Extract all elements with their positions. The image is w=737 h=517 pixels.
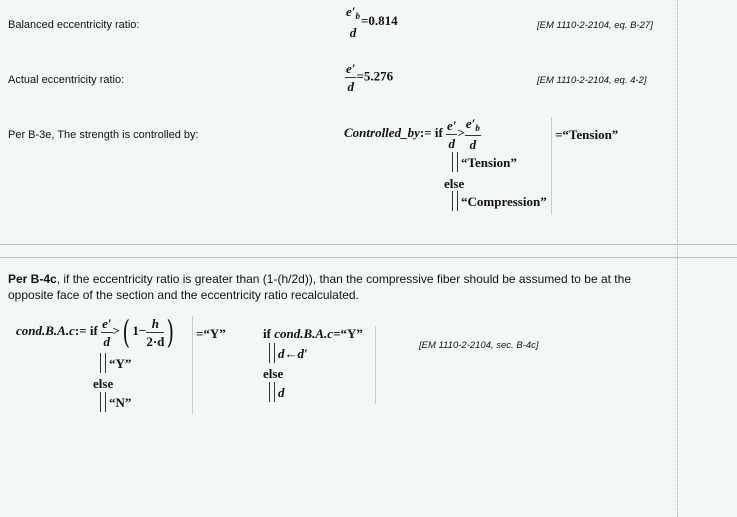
- numerator: e′: [346, 61, 356, 76]
- cond-value: “Y”: [340, 326, 363, 341]
- cond-variable: cond.B.A.c: [16, 322, 75, 338]
- if-keyword: if: [263, 326, 271, 341]
- controlled-by-region[interactable]: [344, 117, 644, 217]
- denominator: d: [349, 25, 357, 40]
- else-keyword: else: [263, 366, 284, 381]
- greater-than-operator: >: [112, 322, 120, 338]
- one: 1: [132, 322, 139, 338]
- program-right-bracket: [375, 326, 376, 404]
- right-paren: ): [166, 313, 175, 351]
- then-value: “Tension”: [461, 155, 517, 170]
- program-right-bracket: [551, 117, 552, 215]
- else-value: d: [278, 385, 285, 400]
- page-margin-line: [677, 0, 678, 517]
- balanced-ratio-reference: [EM 1110-2-2104, eq. B-27]: [537, 20, 653, 31]
- minus-operator: −: [138, 322, 147, 338]
- cond-result: “Y”: [203, 326, 226, 341]
- else-keyword: else: [93, 376, 114, 391]
- equals-sign: =: [360, 12, 369, 28]
- then-rhs: d′: [297, 346, 308, 361]
- actual-ratio-reference: [EM 1110-2-2104, eq. 4-2]: [537, 75, 647, 86]
- actual-ratio-region[interactable]: [345, 62, 393, 93]
- numerator: e′: [447, 117, 457, 133]
- then-branch-bar: [452, 152, 458, 172]
- b4c-bold-lead: Per B-4c: [8, 272, 57, 286]
- else-value: “N”: [109, 395, 132, 410]
- subscript: b: [475, 123, 480, 133]
- denominator: d: [448, 135, 456, 151]
- actual-ratio-label: Actual eccentricity ratio:: [8, 74, 125, 86]
- actual-ratio-value: 5.276: [363, 68, 394, 84]
- then-value: “Y”: [109, 356, 132, 371]
- assign-arrow: ←: [284, 346, 298, 361]
- assign-operator: :=: [74, 322, 87, 338]
- balanced-ratio-fraction: [345, 5, 361, 39]
- equals-sign: =: [196, 326, 204, 341]
- denominator: d: [469, 137, 477, 152]
- controlled-by-label: Per B-3e, The strength is controlled by:: [8, 129, 199, 141]
- numerator: e′: [102, 315, 112, 331]
- equals-sign: =: [356, 68, 364, 84]
- lhs-fraction: [446, 119, 457, 150]
- then-branch-bar: [269, 343, 275, 363]
- denominator: d: [347, 79, 354, 94]
- assign-operator: :=: [419, 124, 432, 140]
- region-separator-bottom: [0, 257, 737, 258]
- numerator: e′: [465, 116, 476, 131]
- then-branch-bar: [100, 353, 106, 373]
- denominator: d: [103, 333, 111, 349]
- actual-ratio-fraction: [345, 62, 356, 93]
- else-keyword: else: [444, 176, 465, 191]
- left-paren: (: [122, 313, 130, 351]
- balanced-ratio-value: 0.814: [368, 12, 398, 28]
- if-keyword: if: [434, 124, 443, 140]
- b4c-text: , if the eccentricity ratio is greater than (1-(h/2d)), than the compressive fiber should be assumed to be at the opposite face of the section and the eccentricity ratio recalculated.: [8, 272, 631, 302]
- rhs-fraction: [465, 117, 481, 151]
- denominator: 2·d: [146, 333, 165, 349]
- numerator: h: [151, 315, 159, 331]
- if-keyword: if: [89, 322, 98, 338]
- else-branch-bar: [100, 392, 106, 412]
- else-value: “Compression”: [461, 194, 547, 209]
- d-swap-reference: [EM 1110-2-2104, sec. B-4c]: [419, 340, 539, 351]
- region-separator-top: [0, 244, 737, 245]
- lhs-fraction: [101, 317, 112, 348]
- equals-sign: =: [333, 326, 341, 341]
- then-lhs: d: [278, 346, 285, 361]
- program-right-bracket: [192, 316, 193, 414]
- b4c-text-region[interactable]: [8, 271, 668, 303]
- d-swap-region[interactable]: [263, 326, 383, 406]
- else-branch-bar: [452, 191, 458, 211]
- numerator: e′: [346, 4, 356, 19]
- greater-than-operator: >: [457, 124, 465, 140]
- balanced-ratio-region[interactable]: [345, 5, 398, 39]
- cond-region[interactable]: [16, 313, 236, 416]
- equals-sign: =: [555, 127, 563, 142]
- cond-variable: cond.B.A.c: [274, 326, 334, 341]
- subscript: b: [355, 11, 360, 21]
- h-fraction: [146, 317, 164, 348]
- else-branch-bar: [269, 382, 275, 402]
- balanced-ratio-label: Balanced eccentricity ratio:: [8, 19, 140, 31]
- controlled-by-variable: Controlled_by: [344, 124, 420, 140]
- controlled-by-result: “Tension”: [562, 127, 619, 142]
